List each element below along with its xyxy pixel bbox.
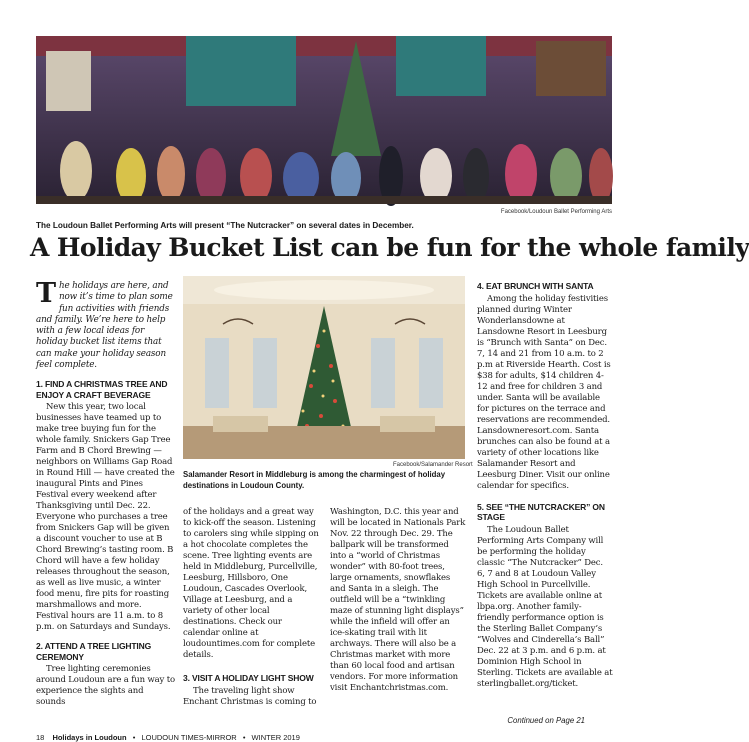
footer-separator: • — [242, 733, 246, 742]
column-4 — [477, 281, 613, 690]
continued-note: Continued on Page 21 — [507, 716, 585, 725]
page-footer — [36, 733, 300, 742]
photo-caption: The Loudoun Ballet Performing Arts will present “The Nutcracker” on several dates in December. — [36, 221, 414, 230]
drop-cap: T — [36, 278, 56, 309]
section-2-body-start: Tree lighting ceremonies around Loudoun are a fun way to experience the sights and sounds — [36, 664, 175, 708]
photo-credit: Facebook/Salamander Resort — [393, 462, 473, 468]
mid-photo — [183, 276, 465, 459]
section-3-heading: 3. VISIT A HOLIDAY LIGHT SHOW — [183, 673, 314, 683]
photo-credit: Facebook/Loudoun Ballet Performing Arts — [500, 209, 612, 215]
section-4-body: Among the holiday festivities planned during Winter Wonderlansdowne at Lansdowne Resort in Leesburg is “Brunch with Santa” on Dec. 7, 14 and 21 from 10 a.m. to 2 p.m at Riverside Hearth. Cost is $38 for adults, $14 children 4-12 and free for children 3 and under. Santa will be available for pictures on the terrace and reservations are recommended. Lansdowneresort.com. Santa brunches can also be found at a variety of other locations like Salamander Resort and Leesburg Diner. Visit our online calendar for specifics. — [477, 293, 611, 491]
column-2 — [183, 507, 320, 708]
section-2-body-continued: of the holidays and a great way to kick-off the season. Listening to carolers sing while sipping on a hot chocolate completes the scene. Tree lighting events are held in Middleburg, Purcellville, Leesburg, Hillsboro, One Loudoun, Cascades Overlook, Village at Leesburg, and a variety of other local destinations. Check our calendar online at loudountimes.com for complete details. — [183, 507, 319, 660]
column-1 — [36, 278, 175, 708]
section-1-heading: 1. FIND A CHRISTMAS TREE AND ENJOY A CRAFT BEVERAGE — [36, 379, 168, 400]
section-3-body-continued: Washington, D.C. this year and will be located in Nationals Park Nov. 22 through Dec. 29. The ballpark will be transformed into a “world of Christmas wonder” with 80-foot trees, large ornaments, snowflakes and Santa in a sleigh. The outfield will be a “twinkling maze of stunning light displays” while the infield will offer an ice-skating trail with lit archways. There will also be a Christmas market with more than 60 local food and artisan vendors. For more information visit Enchantchristmas.com. — [330, 507, 466, 693]
season-label: WINTER 2019 — [251, 733, 300, 742]
section-5-body: The Loudoun Ballet Performing Arts Company will be performing the holiday classic “The Nutcracker” Dec. 6, 7 and 8 at Loudoun Valley High School in Purcellville. Tickets are available online at lbpa.org. Another family-friendly performance option is the Sterling Ballet Company’s “Wolves and Cinderella’s Ball” Dec. 22 at 3 p.m. and 6 p.m. at Dominion High School in Sterling. Tickets are available at sterlingballet.org/ticket. — [477, 524, 613, 689]
section-5-heading: 5. SEE “THE NUTCRACKER” ON STAGE — [477, 501, 605, 522]
column-3 — [330, 507, 467, 694]
top-photo — [36, 36, 612, 204]
section-2-heading: 2. ATTEND A TREE LIGHTING CEREMONY — [36, 641, 152, 662]
photo-caption: Salamander Resort in Middleburg is among the charmingest of holiday destinations in Loudoun County. — [183, 470, 446, 490]
headline: A Holiday Bucket List can be fun for the whole family — [30, 233, 749, 262]
paper-name: LOUDOUN TIMES-MIRROR — [141, 733, 237, 742]
section-4-heading: 4. EAT BRUNCH WITH SANTA — [477, 281, 594, 291]
intro-paragraph: The holidays are here, and now it’s time to plan some fun activities with friends and family. We’re here to help with a few local ideas for holiday bucket list items that can make your holiday season feel complete. — [36, 278, 173, 371]
section-3-body-start: The traveling light show Enchant Christmas is coming to — [183, 685, 317, 707]
publication-name: Holidays in Loudoun — [52, 733, 127, 742]
section-1-body: New this year, two local businesses have teamed up to make tree buying fun for the whole family. Snickers Gap Tree Farm and B Chord Brewing — neighbors on Williams Gap Road in Round Hill — have created the inaugural Pints and Pines Festival every weekend after Thanksgiving until Dec. 22. Everyone who purchases a tree from Snickers Gap will be given a discount voucher to use at B Chord Brewing’s tasting room. B Chord will have a few holiday releases throughout the season, as well as live music, a winter food menu, fire pits for roasting marshmallows and more. Festival hours are 11 a.m. to 8 p.m. on Saturdays and Sundays. — [36, 402, 175, 633]
page-number: 18 — [36, 733, 45, 742]
footer-separator: • — [132, 733, 136, 742]
